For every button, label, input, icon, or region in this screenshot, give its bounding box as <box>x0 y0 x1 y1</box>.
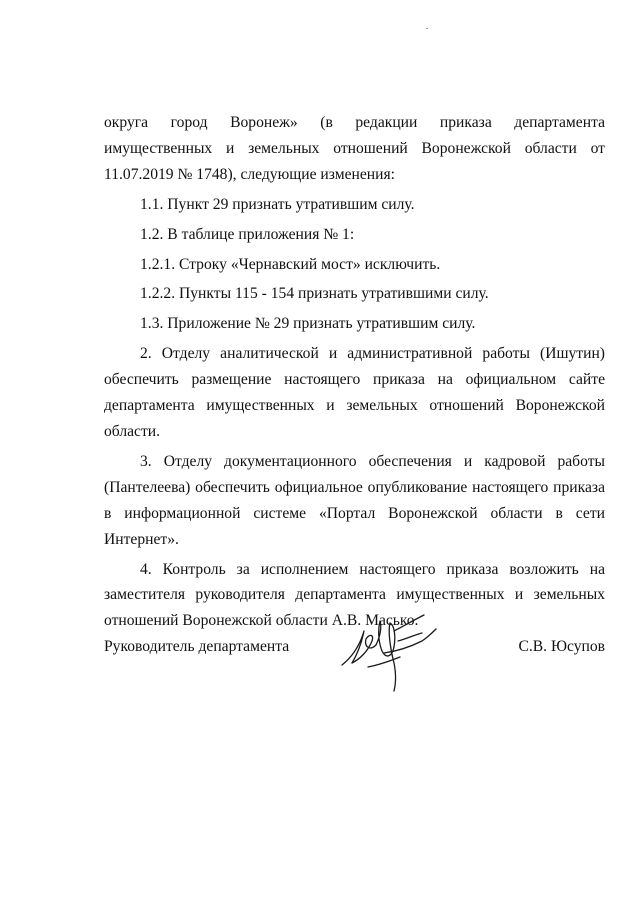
document-body <box>104 110 605 634</box>
handwritten-signature <box>338 607 450 697</box>
paragraph-1-1: 1.1. Пункт 29 признать утратившим силу. <box>140 195 415 213</box>
paragraph-4: 4. Контроль за исполнением настоящего приказа возложить на заместителя руководителя департамента имущественных и земельных отношений Воронежской области А.В. Масько. <box>104 560 605 630</box>
signer-name: С.В. Юсупов <box>518 638 605 655</box>
signature-block <box>104 637 605 667</box>
signer-position: Руководитель департамента <box>104 638 290 655</box>
paragraph-1-3: 1.3. Приложение № 29 признать утратившим силу. <box>140 315 476 333</box>
paragraph-1-2: 1.2. В таблице приложения № 1: <box>140 225 355 243</box>
paragraph-3: 3. Отделу документационного обеспечения и кадровой работы (Пантелеева) обеспечить официальное опубликование настоящего приказа в информационной системе «Портал Воронежской области в сети Интернет». <box>104 452 605 548</box>
scan-speck <box>426 28 428 29</box>
paragraph-continuation: округа город Воронеж» (в редакции приказа департамента имущественных и земельных отношений Воронежской области от 11.07.2019 № 1748), следующие изменения: <box>104 114 605 183</box>
paragraph-1-2-1: 1.2.1. Строку «Чернавский мост» исключить. <box>140 255 441 273</box>
paragraph-1-2-2: 1.2.2. Пункты 115 - 154 признать утратившими силу. <box>140 285 489 303</box>
paragraph-2: 2. Отделу аналитической и административной работы (Ишутин) обеспечить размещение настоящего приказа на официальном сайте департамента имущественных и земельных отношений Воронежской области. <box>104 345 605 440</box>
